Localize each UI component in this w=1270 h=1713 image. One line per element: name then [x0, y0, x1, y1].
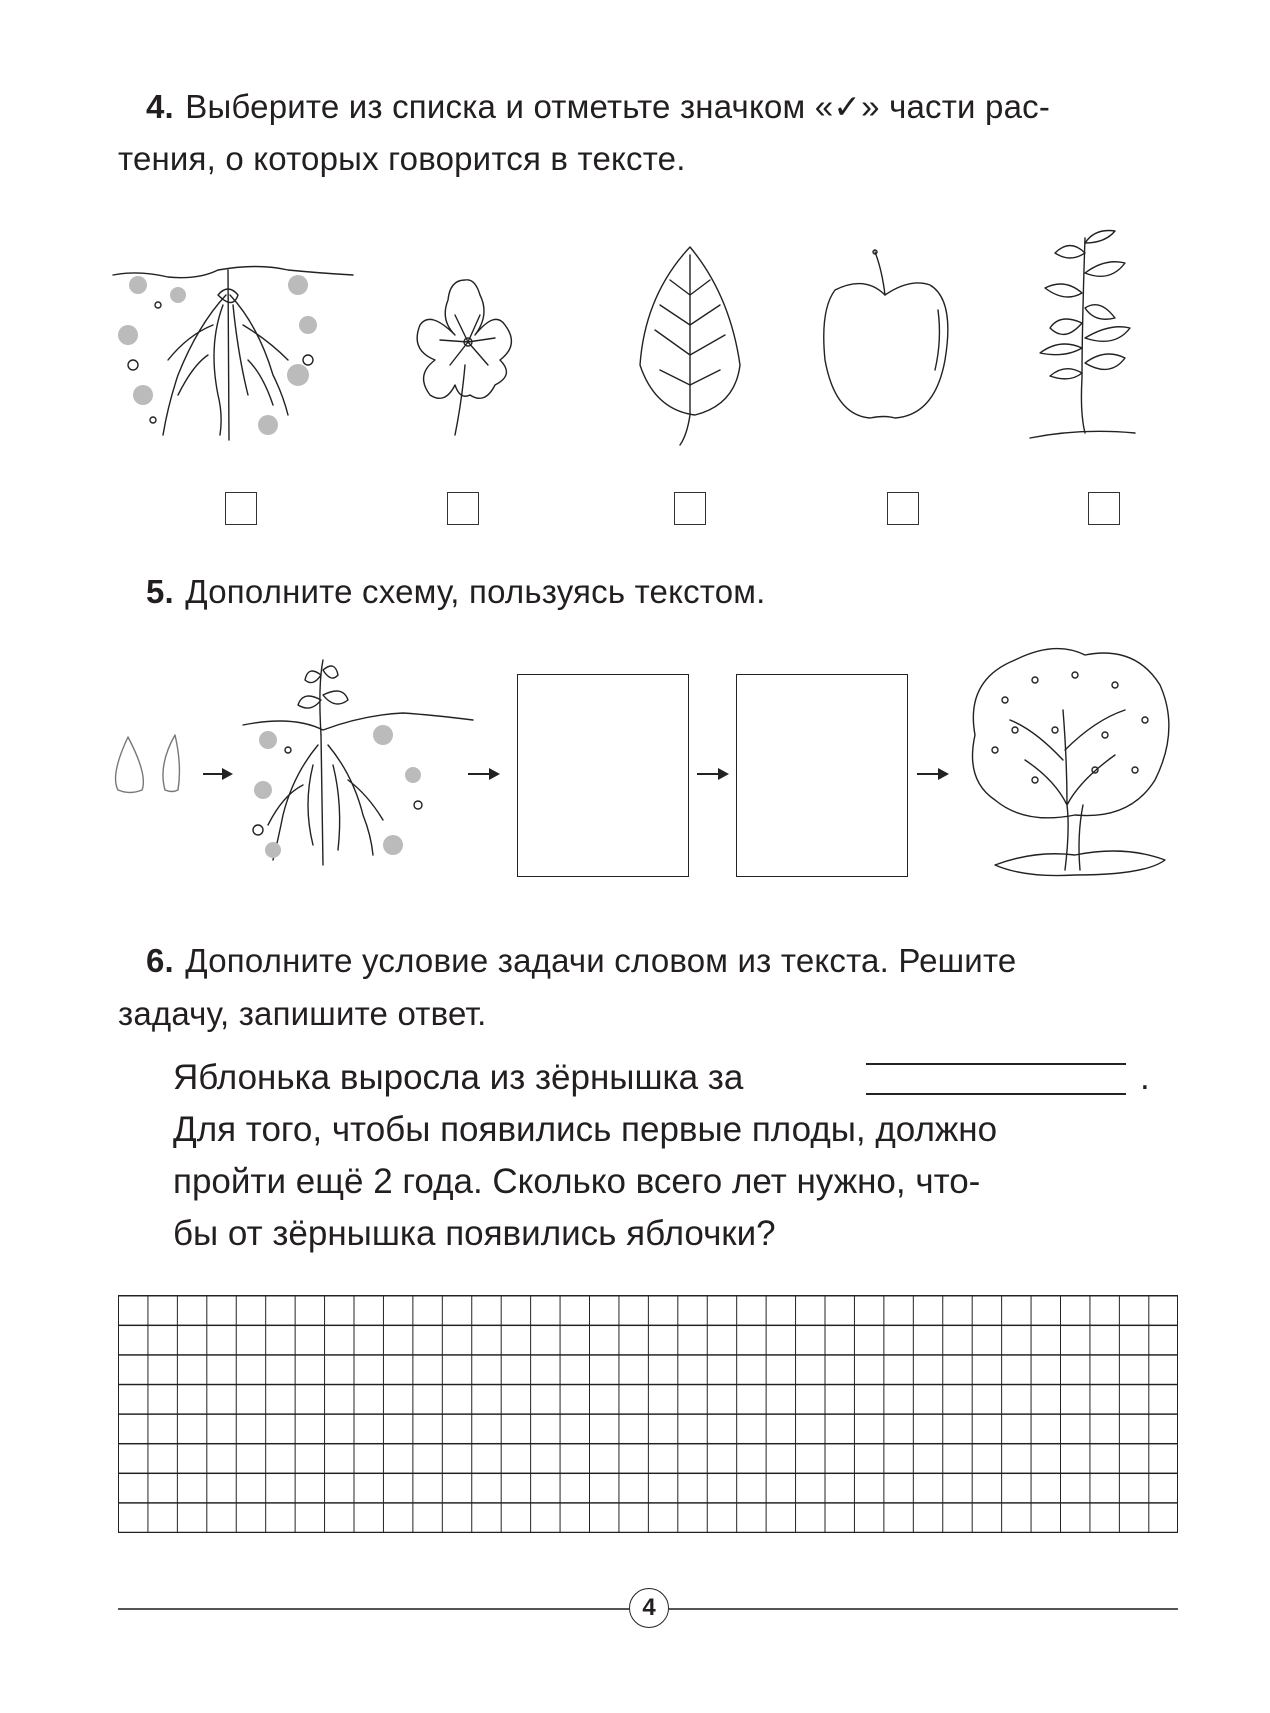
checkbox-leaf[interactable] [674, 492, 706, 525]
checkbox-fruit[interactable] [887, 492, 919, 525]
stem-plant-icon [1030, 228, 1135, 443]
footer-line-left [118, 1608, 629, 1610]
scheme-blank-box-2[interactable] [736, 674, 908, 877]
task6-line1: Дополните условие задачи словом из текста. Решите [185, 942, 1017, 979]
task4-number: 4. [146, 88, 174, 125]
problem-line1-suffix: . [1140, 1058, 1150, 1097]
footer-line-right [669, 1608, 1178, 1610]
roots-icon [108, 265, 353, 440]
task5-text: Дополните схему, пользуясь текстом. [185, 573, 766, 610]
problem-line2: Для того, чтобы появились первые плоды, должно [173, 1110, 998, 1149]
answer-blank-upper-line [866, 1063, 1126, 1065]
answer-blank-field[interactable] [866, 1093, 1126, 1095]
page-number: 4 [629, 1588, 669, 1628]
arrow-3 [697, 773, 727, 775]
task5-number: 5. [146, 573, 174, 610]
apple-fruit-icon [820, 250, 960, 425]
answer-grid[interactable] [118, 1295, 1178, 1533]
problem-line3: пройти ещё 2 года. Сколько всего лет нужно, что- [173, 1162, 981, 1201]
problem-line4: бы от зёрнышка появились яблочки? [173, 1214, 776, 1253]
task4-heading [146, 80, 1050, 134]
problem-line1-prefix: Яблонька выросла из зёрнышка за [173, 1058, 744, 1097]
scheme-blank-box-1[interactable] [517, 674, 689, 877]
flower-icon [410, 270, 520, 440]
arrow-1 [203, 773, 231, 775]
task4-line1: Выберите из списка и отметьте значком «✓» части рас- [185, 88, 1051, 125]
checkbox-roots[interactable] [225, 492, 257, 525]
seeds-icon [110, 735, 190, 795]
task4-line2: тения, о которых говорится в тексте. [118, 140, 686, 177]
arrow-2 [468, 773, 498, 775]
problem-line1 [173, 1052, 743, 1104]
checkbox-flower[interactable] [447, 492, 479, 525]
arrow-4 [917, 773, 947, 775]
task6-heading [146, 934, 1016, 988]
checkbox-stem[interactable] [1088, 492, 1120, 525]
leaf-icon [635, 245, 745, 450]
blossoming-tree-icon [955, 640, 1180, 880]
task6-number: 6. [146, 942, 174, 979]
task6-line2: задачу, запишите ответ. [118, 995, 487, 1032]
task5-heading [146, 565, 766, 619]
seedling-with-roots-icon [243, 655, 473, 865]
